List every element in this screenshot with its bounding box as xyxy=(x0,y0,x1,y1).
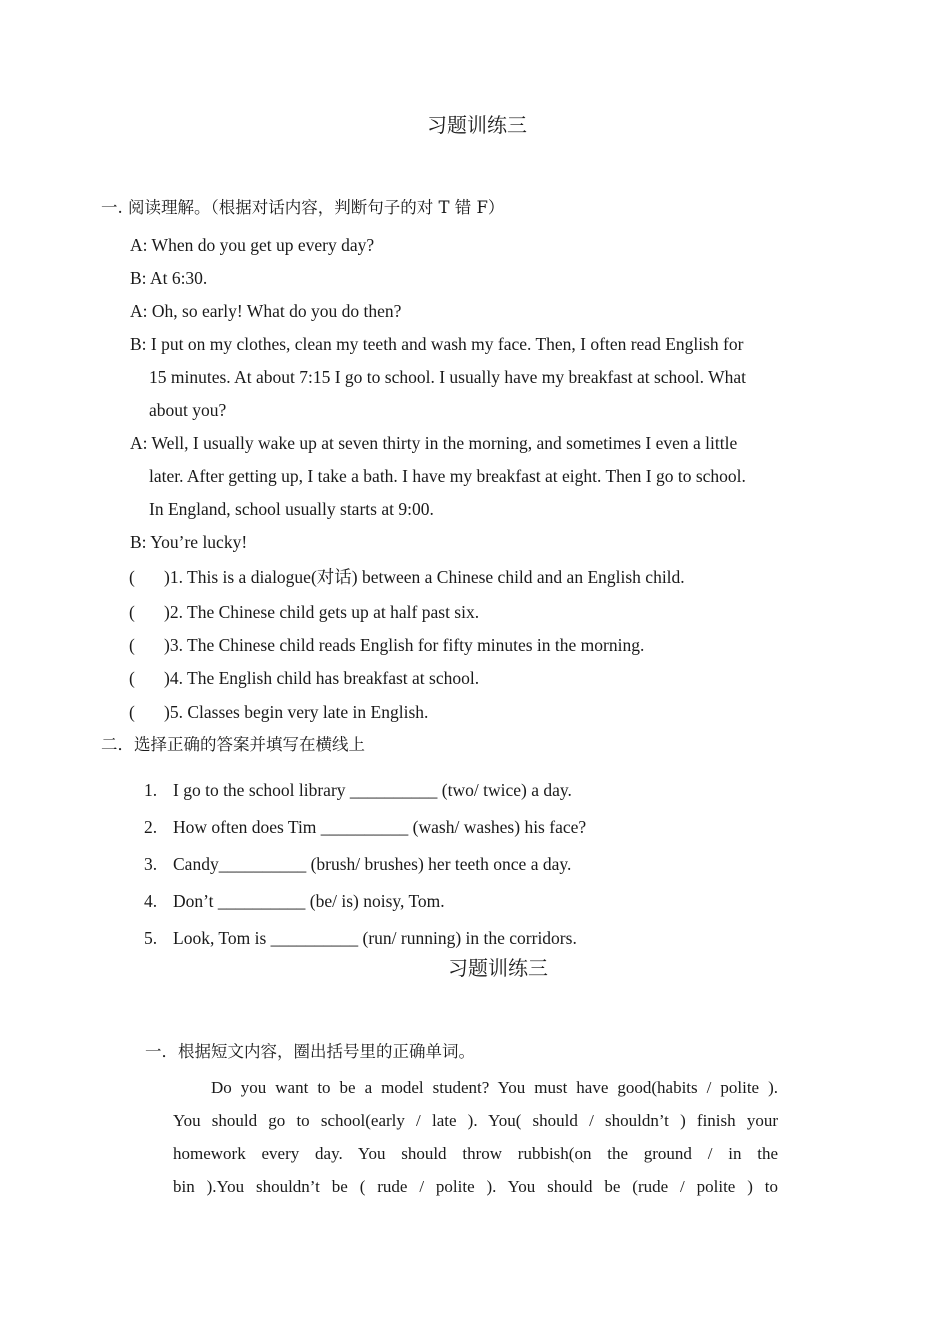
question-text: )4. The English child has breakfast at school. xyxy=(164,668,480,688)
answer-bracket[interactable]: ( xyxy=(129,602,135,622)
dialogue-line-continued: In England, school usually starts at 9:00. xyxy=(149,499,434,519)
item-text[interactable]: Don’t __________ (be/ is) noisy, Tom. xyxy=(173,891,445,911)
dialogue-line-continued: 15 minutes. At about 7:15 I go to school. I usually have my breakfast at school. What xyxy=(149,367,746,387)
page-title-second: 习题训练三 xyxy=(448,956,548,980)
dialogue-line: A: Oh, so early! What do you do then? xyxy=(130,301,402,321)
passage-line: bin ).You shouldn’t be ( rude / polite ). You should be (rude / polite ) to xyxy=(173,1177,778,1196)
dialogue-line: A: Well, I usually wake up at seven thirty in the morning, and sometimes I even a little xyxy=(130,433,738,453)
dialogue-line-continued: later. After getting up, I take a bath. I have my breakfast at eight. Then I go to school. xyxy=(149,466,746,486)
passage-line: You should go to school(early / late ). You( should / shouldn’t ) finish your xyxy=(173,1111,778,1130)
item-text[interactable]: How often does Tim __________ (wash/ washes) his face? xyxy=(173,817,587,837)
answer-bracket[interactable]: ( xyxy=(129,567,135,587)
answer-bracket[interactable]: ( xyxy=(129,635,135,655)
question-text: )5. Classes begin very late in English. xyxy=(164,702,429,722)
item-text[interactable]: I go to the school library __________ (two/ twice) a day. xyxy=(173,780,572,800)
section-heading-fill-in: 二．选择正确的答案并填写在横线上 xyxy=(101,735,365,754)
dialogue-line: A: When do you get up every day? xyxy=(130,235,375,255)
answer-bracket[interactable]: ( xyxy=(129,702,135,722)
item-number: 1. xyxy=(144,780,158,800)
dialogue-line: B: At 6:30. xyxy=(130,268,208,288)
question-text: )3. The Chinese child reads English for fifty minutes in the morning. xyxy=(164,635,645,655)
dialogue-line: B: I put on my clothes, clean my teeth and wash my face. Then, I often read English for xyxy=(130,334,744,354)
section-heading-circle-words: 一．根据短文内容，圈出括号里的正确单词。 xyxy=(145,1042,475,1061)
item-text[interactable]: Candy__________ (brush/ brushes) her teeth once a day. xyxy=(173,854,572,874)
page-title: 习题训练三 xyxy=(427,113,527,137)
item-number: 4. xyxy=(144,891,158,911)
question-text: )2. The Chinese child gets up at half past six. xyxy=(164,602,480,622)
item-number: 5. xyxy=(144,928,158,948)
dialogue-line: B: You’re lucky! xyxy=(130,532,248,552)
item-number: 3. xyxy=(144,854,158,874)
item-text[interactable]: Look, Tom is __________ (run/ running) in the corridors. xyxy=(173,928,577,948)
passage-line: Do you want to be a model student? You must have good(habits / polite ). xyxy=(211,1078,778,1097)
dialogue-line-continued: about you? xyxy=(149,400,227,420)
answer-bracket[interactable]: ( xyxy=(129,668,135,688)
item-number: 2. xyxy=(144,817,158,837)
passage-line: homework every day. You should throw rubbish(on the ground / in the xyxy=(173,1144,778,1163)
section-heading-reading: 一. 阅读理解。（根据对话内容，判断句子的对 T 错 F） xyxy=(101,198,505,217)
question-text: )1. This is a dialogue(对话) between a Chinese child and an English child. xyxy=(164,567,685,587)
